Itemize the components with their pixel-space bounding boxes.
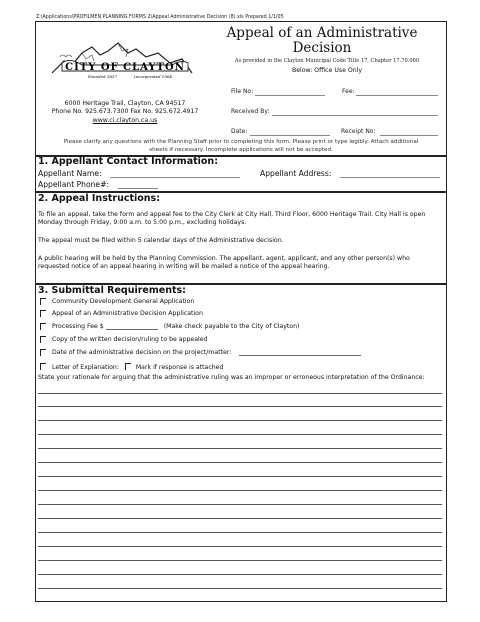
logo-city-text: CITY OF CLAYTON xyxy=(65,62,185,73)
checkbox-written-decision[interactable] xyxy=(40,336,46,343)
section-3-heading: 3. Submittal Requirements: xyxy=(38,285,186,296)
rationale-line[interactable] xyxy=(38,448,442,449)
form-title-line1: Appeal of an Administrative xyxy=(226,25,418,41)
file-path-header: Z:\Applications\PROFILMEN PLANNING FORMS 2\Appeal Administrative Decision (8).xls Prepared 1/1/05 xyxy=(36,15,284,20)
note-line2: sheets if necessary. Incomplete applications will not be accepted. xyxy=(149,146,333,153)
processing-fee-label: Processing Fee $ xyxy=(52,323,104,330)
instructions-note xyxy=(40,139,442,154)
checklist-item xyxy=(52,349,361,356)
office-address: 6000 Heritage Trail, Clayton, CA 94517 xyxy=(64,100,186,107)
checkbox-decision-date[interactable] xyxy=(40,349,46,356)
receipt-no-field[interactable] xyxy=(380,135,438,136)
fee-label: Fee: xyxy=(342,88,355,95)
file-no-label: File No: xyxy=(231,88,254,95)
office-phone: Phone No. 925.673.7300 Fax No. 925.672.4917 xyxy=(51,108,199,115)
file-no-field[interactable] xyxy=(255,95,325,96)
checkbox-letter-explanation[interactable] xyxy=(40,363,46,370)
checkbox-decision-application[interactable] xyxy=(40,310,46,317)
checklist-item: Copy of the written decision/ruling to be appealed xyxy=(52,336,208,343)
checkbox-response-attached[interactable] xyxy=(125,363,131,370)
city-of-clayton-logo xyxy=(42,33,202,79)
website-link[interactable]: www.ci.clayton.ca.us xyxy=(92,117,158,124)
instructions-paragraph-3: A public hearing will be held by the Planning Commission. The appellant, agent, applicant, and any other person(s) who requested notice of an appeal hearing in writing will be mailed a notice of the appeal hearing. xyxy=(38,255,410,271)
appellant-phone-field[interactable] xyxy=(118,188,158,189)
rationale-line[interactable] xyxy=(38,406,442,407)
decision-date-label: Date of the administrative decision on the project/matter: xyxy=(52,349,232,356)
date-label: Date: xyxy=(231,128,248,135)
received-by-label: Received By: xyxy=(231,108,270,115)
rationale-line[interactable] xyxy=(38,546,442,547)
checklist-item: Community Development General Application xyxy=(52,298,195,305)
processing-fee-field[interactable] xyxy=(106,323,158,330)
letter-explanation-label: Letter of Explanation: xyxy=(52,364,119,371)
payable-note: (Make check payable to the City of Clayton) xyxy=(163,323,300,330)
appellant-name-label: Appellant Name: xyxy=(38,169,102,178)
rationale-line[interactable] xyxy=(38,560,442,561)
fee-field[interactable] xyxy=(356,95,438,96)
appellant-address-label: Appellant Address: xyxy=(260,169,332,178)
rationale-line[interactable] xyxy=(38,393,442,394)
municipal-code-reference: As provided in the Clayton Municipal Code Title 17, Chapter 17.70.060 xyxy=(234,58,420,64)
rationale-line[interactable] xyxy=(38,574,442,575)
receipt-no-label: Receipt No: xyxy=(341,128,376,135)
rationale-line[interactable] xyxy=(38,504,442,505)
rationale-line[interactable] xyxy=(38,462,442,463)
section-1-heading: 1. Appellant Contact Information: xyxy=(38,156,218,167)
checklist-item xyxy=(52,323,299,330)
rationale-line[interactable] xyxy=(38,532,442,533)
date-field[interactable] xyxy=(250,135,330,136)
svg-text:Incorporated 1964: Incorporated 1964 xyxy=(134,74,172,79)
decision-date-field[interactable] xyxy=(239,349,361,356)
note-line1: Please clarify any questions with the Planning Staff prior to completing this form. Please print or type legibly. Attach additional xyxy=(63,139,419,145)
checklist-item xyxy=(52,363,223,371)
checkbox-general-application[interactable] xyxy=(40,298,46,305)
svg-text:Founded 1857: Founded 1857 xyxy=(88,74,118,79)
rationale-line[interactable] xyxy=(38,518,442,519)
section-2-heading: 2. Appeal Instructions: xyxy=(38,193,161,204)
rationale-line[interactable] xyxy=(38,434,442,435)
appellant-name-field[interactable] xyxy=(110,177,240,178)
rationale-line[interactable] xyxy=(38,490,442,491)
checkbox-processing-fee[interactable] xyxy=(40,323,46,330)
rationale-line[interactable] xyxy=(38,588,442,589)
instructions-paragraph-2: The appeal must be filed within 5 calendar days of the Administrative decision. xyxy=(38,237,284,244)
instructions-paragraph-1: To file an appeal, take the form and appeal fee to the City Clerk at City Hall, Third Floor, 6000 Heritage Trail. City Hall is open Monday through Friday, 9:00 a.m. to 5:00 p.m., excluding holidays. xyxy=(38,211,426,227)
received-by-field[interactable] xyxy=(272,115,438,116)
appellant-address-field[interactable] xyxy=(340,177,440,178)
rationale-prompt: State your rationale for arguing that the administrative ruling was an improper or erroneous interpretation of the Ordinance: xyxy=(38,374,425,381)
rationale-line[interactable] xyxy=(38,476,442,477)
response-attached-label: Mark if response is attached xyxy=(135,364,224,371)
form-title-line2: Decision xyxy=(292,40,352,56)
rationale-line[interactable] xyxy=(38,420,442,421)
checklist-item: Appeal of an Administrative Decision Application xyxy=(52,310,203,317)
office-use-label: Below: Office Use Only xyxy=(291,67,363,74)
appellant-phone-label: Appellant Phone#: xyxy=(38,180,110,189)
